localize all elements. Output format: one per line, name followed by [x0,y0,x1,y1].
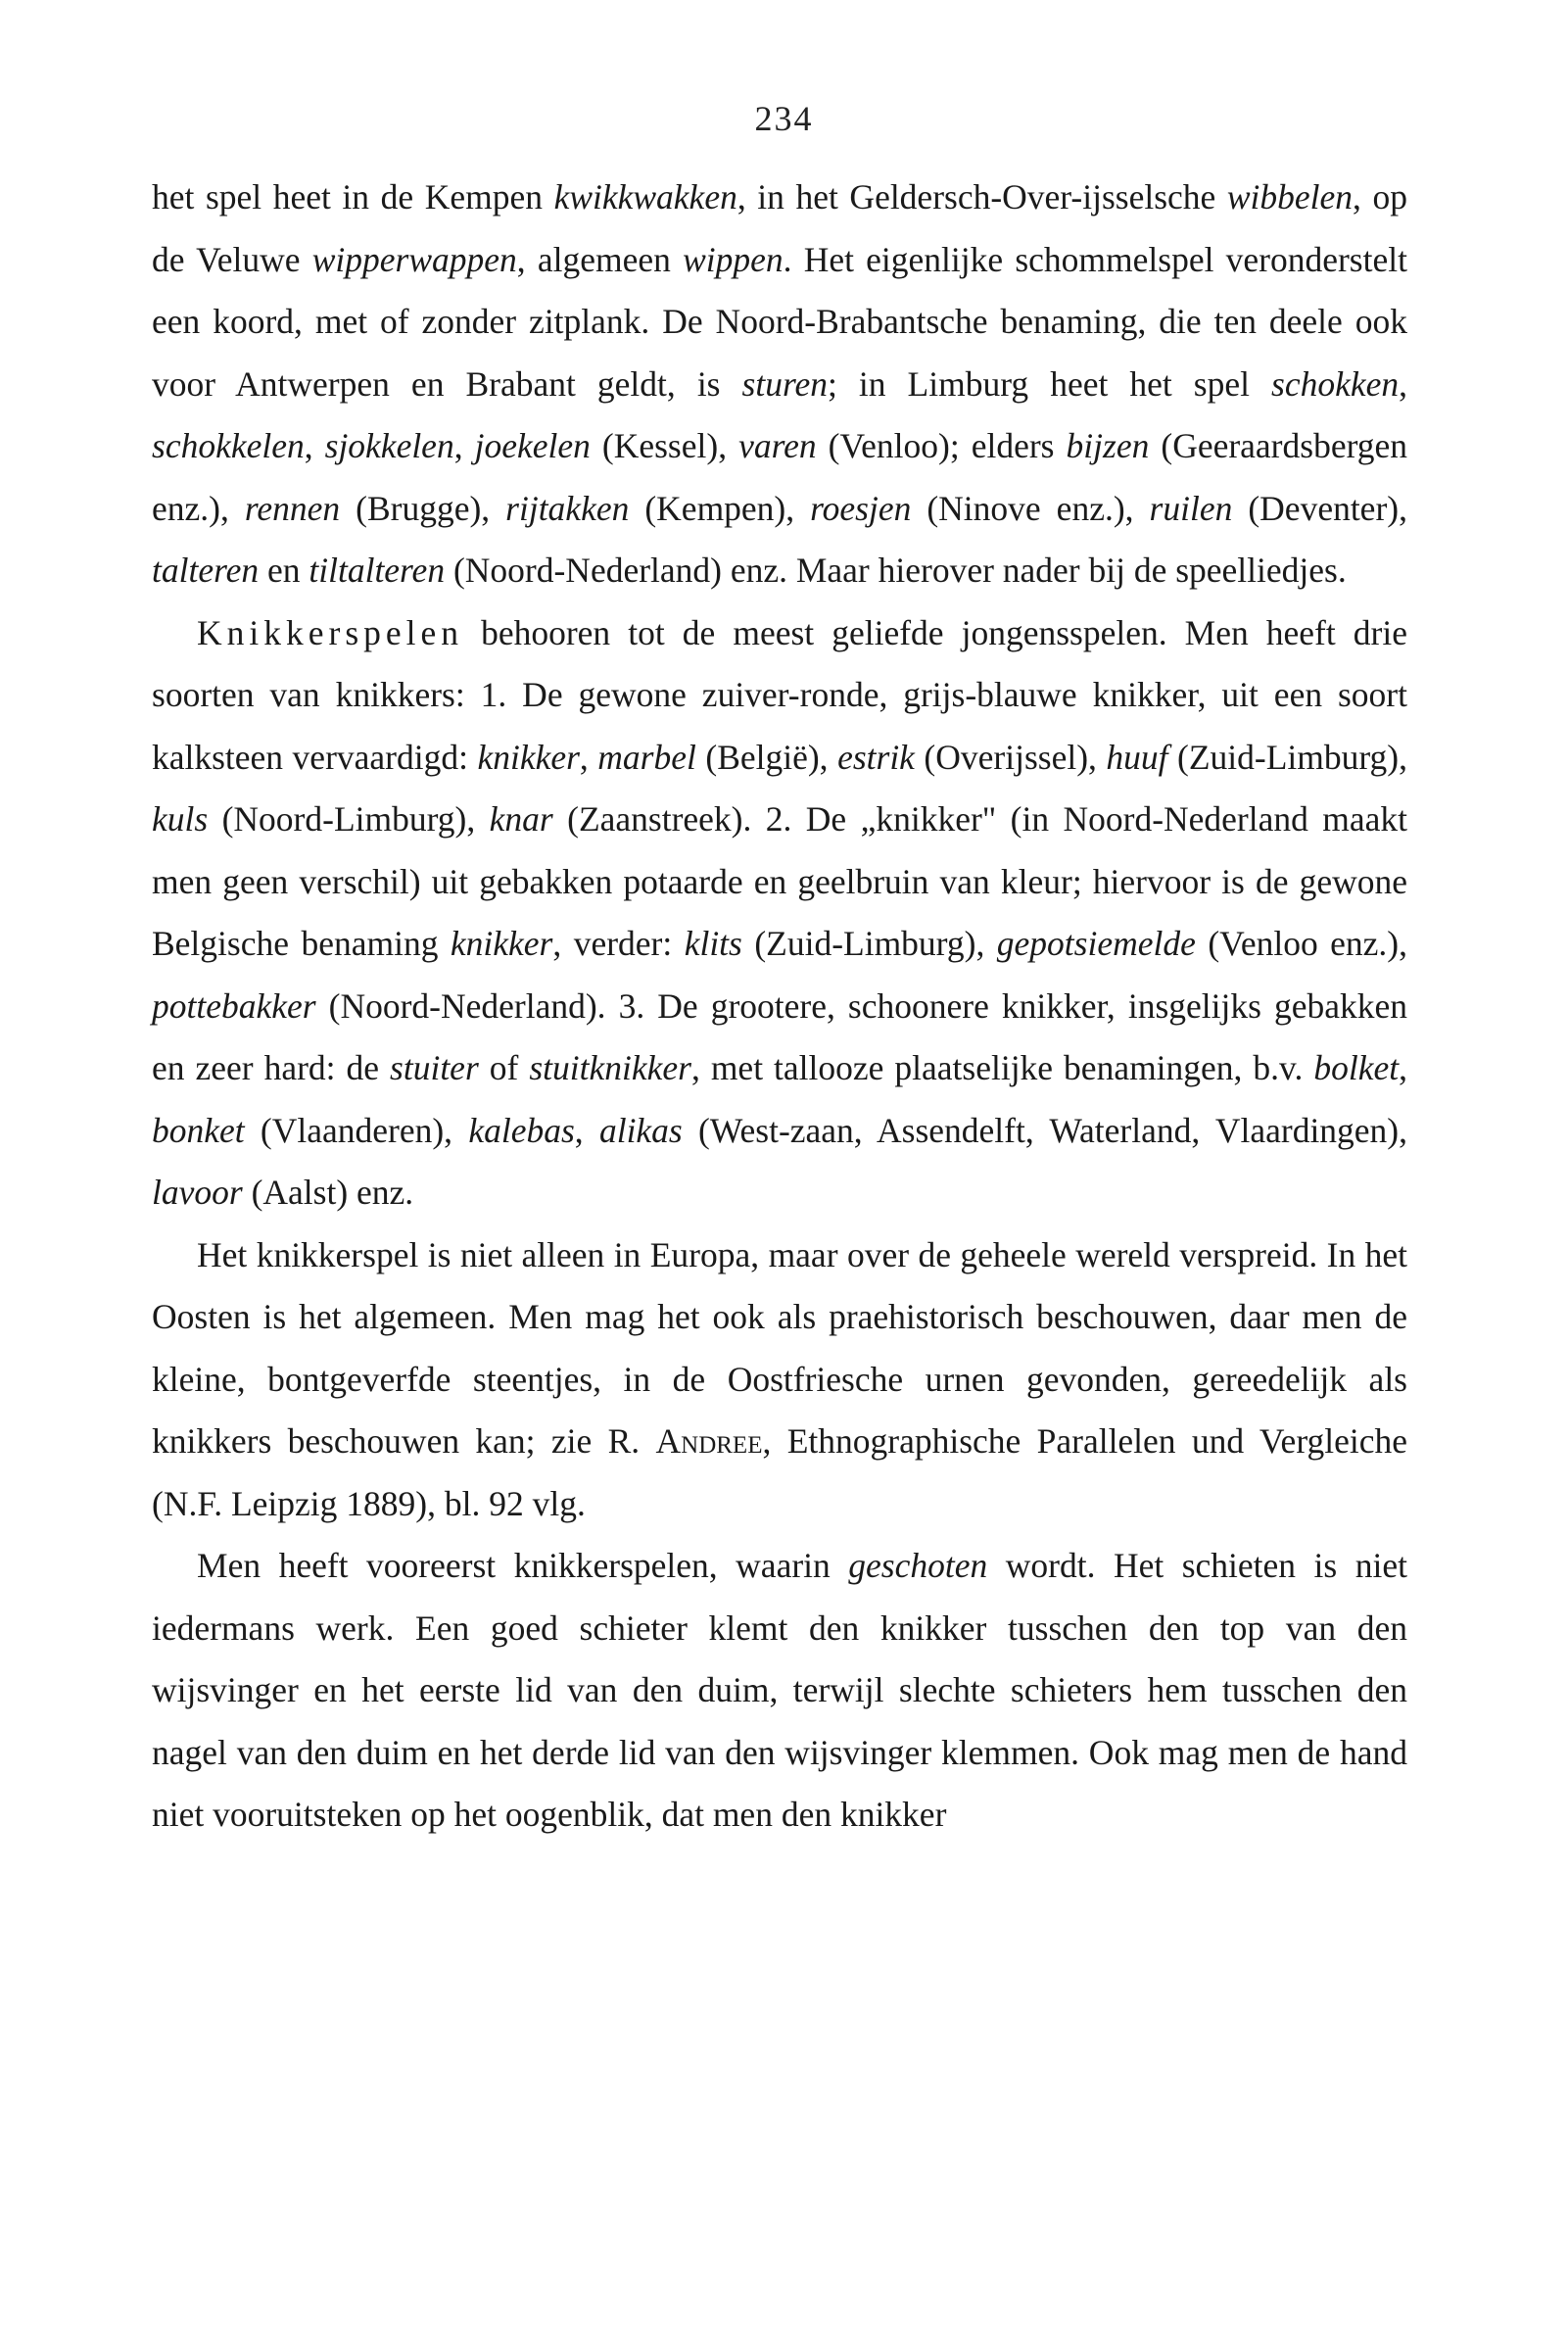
text-run: (Venloo enz.), [1195,924,1408,963]
italic-term: talteren [152,551,260,590]
italic-term: gepotsiemelde [996,924,1196,963]
italic-term: pottebakker [152,985,316,1026]
italic-term: kuls [152,799,209,839]
italic-term: tiltalteren [309,551,446,590]
text-run: (Kessel), [590,426,739,465]
text-run: (Zaanstreek). 2. De „knikker" (in Noord-Nederland maakt men geen verschil) uit gebakken potaarde en geelbruin van kleur; hiervoor is de gewone Belgische benaming [152,799,1408,963]
italic-term: estrik [837,737,915,777]
italic-term: ruilen [1149,488,1233,528]
text-run: , [1399,363,1407,404]
text-run: (Aalst) enz. [242,1173,414,1212]
italic-term: stuitknikker [529,1048,691,1087]
spaced-heading-word: Knikkerspelen [197,612,464,652]
text-run: (West-zaan, Assendelft, Waterland, Vlaardingen), [682,1110,1408,1150]
text-run: (Noord-Nederland). 3. De grootere, schoonere knikker, insgelijks gebakken en zeer hard: de [152,985,1407,1087]
text-run: (Venloo); elders [816,426,1067,465]
text-run: , [1399,1048,1407,1087]
text-run: (Geeraardsbergen enz.), [152,426,1408,528]
paragraph-shooting [152,1535,1407,1847]
text-run: (Brugge), [340,488,506,528]
italic-term: wippen [683,239,784,279]
italic-term: varen [738,426,817,465]
text-run: , [574,1110,599,1150]
italic-term: sjokkelen [324,426,454,465]
italic-term: alikas [598,1110,683,1150]
text-run: , op de Veluwe [152,177,1408,279]
text-run: het spel heet in de Kempen [152,177,554,216]
text-run: , met tallooze plaatselijke benamingen, b.v. [690,1048,1314,1087]
italic-term: wibbelen [1226,177,1354,216]
italic-term: lavoor [152,1173,243,1212]
text-run: en [259,551,309,590]
italic-term: stuiter [390,1048,479,1087]
italic-term: kalebas [468,1110,575,1150]
text-run: , algemeen [516,239,684,279]
page-number: 234 [754,99,814,138]
italic-term: wipperwappen [311,239,517,279]
italic-term: knar [489,799,553,839]
italic-term: bolket [1313,1048,1400,1087]
paragraph-marble-types [152,602,1407,1224]
text-run: (Noord-Limburg), [208,799,490,839]
text-run: (Noord-Nederland) enz. Maar hierover nader bij de speelliedjes. [445,551,1347,590]
italic-term: kwikkwakken [553,177,737,216]
italic-term: schokken [1271,363,1400,404]
paragraph-swing-game [152,167,1407,602]
italic-term: rijtakken [505,488,630,528]
text-run: (Overijssel), [914,737,1107,777]
body-text [152,167,1407,1847]
text-run: (België), [695,737,838,777]
text-run: (Zuid-Limburg), [1167,737,1408,777]
text-run: , verder: [552,924,685,963]
text-run: (Zuid-Limburg), [741,924,997,963]
text-run: Het knikkerspel is niet alleen in Europa, maar over de geheele wereld verspreid. In het Oosten is het algemeen. Men mag het ook als praehistorisch beschouwen, daar men de kleine, bontgeverfde steentjes, in de Oostfriesche urnen gevonden, gereedelijk als knikkers beschouwen kan; zie R. [152,1234,1407,1461]
author-name: Andree [655,1421,763,1461]
text-run: (Kempen), [629,488,811,528]
italic-term: geschoten [848,1546,988,1585]
text-run: ; in Limburg heet het spel [827,363,1272,404]
italic-term: sturen [741,363,828,404]
text-run: (Ninove enz.), [911,488,1150,528]
text-run: , Ethnographische Parallelen und Vergleiche (N.F. Leipzig 1889), bl. 92 vlg. [152,1421,1407,1523]
italic-term: bonket [152,1110,245,1150]
text-run: of [478,1048,530,1087]
text-run: , in het Geldersch-Over-ijsselsche [736,177,1227,216]
text-run: Men heeft vooreerst knikkerspelen, waarin [197,1546,849,1585]
italic-term: huuf [1106,737,1168,777]
text-run: behooren tot de meest geliefde jongensspelen. Men heeft drie soorten van knikkers: 1. De gewone zuiver-ronde, grijs-blauwe knikker, uit een soort kalksteen vervaardigd: [152,612,1407,777]
paragraph-marble-history [152,1224,1407,1536]
text-run: , [453,426,475,465]
text-run: . Het eigenlijke schommelspel veronderstelt een koord, met of zonder zitplank. De Noord-Brabantsche benaming, die ten deele ook voor Antwerpen en Brabant geldt, is [152,239,1407,404]
italic-term: rennen [244,488,341,528]
italic-term: joekelen [474,426,591,465]
italic-term: marbel [597,737,696,777]
text-run: , [579,737,598,777]
italic-term: roesjen [810,488,912,528]
italic-term: bijzen [1066,426,1150,465]
text-run: (Deventer), [1232,488,1407,528]
italic-term: schokkelen [152,426,305,465]
text-run: (Vlaanderen), [244,1110,469,1150]
text-run: , [304,426,325,465]
italic-term: knikker [477,737,580,777]
text-run: wordt. Het schieten is niet iedermans werk. Een goed schieter klemt den knikker tusschen den top van den wijsvinger en het eerste lid van den duim, terwijl slechte schieters hem tusschen den nagel van den duim en het derde lid van den wijsvinger klemmen. Ook mag men de hand niet vooruitsteken op het oogenblik, dat men den knikker [152,1546,1407,1834]
italic-term: klits [684,924,742,963]
italic-term: knikker [450,924,553,963]
